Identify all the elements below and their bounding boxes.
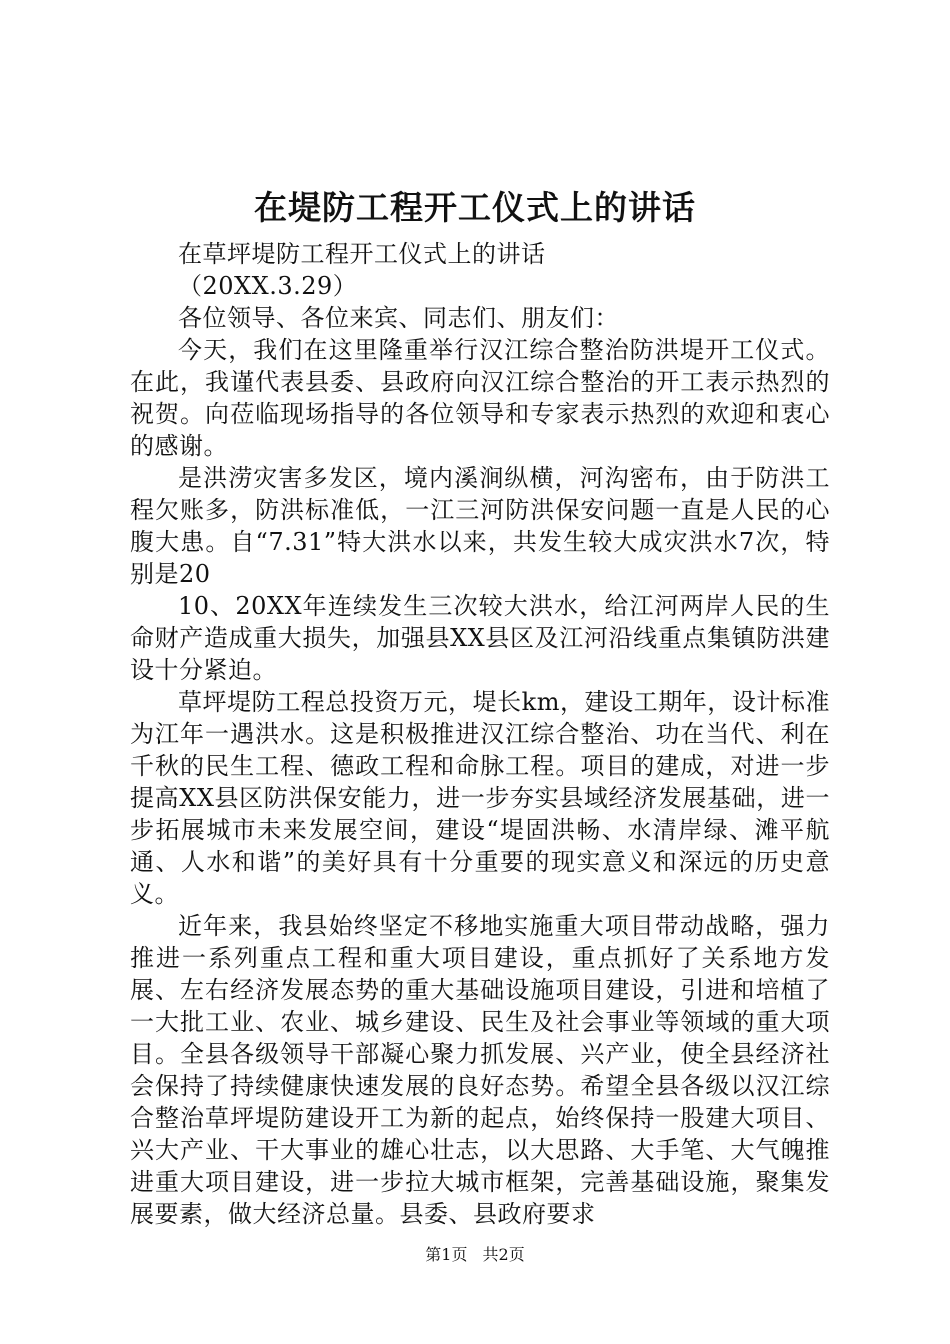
paragraph-salutation: 各位领导、各位来宾、同志们、朋友们：: [178, 304, 619, 332]
paragraph-text: 10、20XX年连续发生三次较大洪水，给江河两岸人民的生命财产造成重大损失，加强县XX县区及江河沿线重点集镇防洪建设十分紧迫。: [130, 592, 830, 684]
paragraph-subtitle: 在草坪堤防工程开工仪式上的讲话: [178, 240, 546, 268]
page-number: 第1页: [425, 1245, 468, 1264]
paragraph-text: 近年来，我县始终坚定不移地实施重大项目带动战略，强力推进一系列重点工程和重大项目建设，重点抓好了关系地方发展、左右经济发展态势的重大基础设施项目建设，引进和培植了一大批工业、农业、城乡建设、民生及社会事业等领域的重大项目。全县各级领导干部凝心聚力抓发展、兴产业，使全县经济社会保持了持续健康快速发展的良好态势。希望全县各级以汉江综合整治草坪堤防建设开工为新的起点，始终保持一股建大项目、兴大产业、干大事业的雄心壮志，以大思路、大手笔、大气魄推进重大项目建设，进一步拉大城市框架，完善基础设施，聚集发展要素，做大经济总量。县委、县政府要求: [130, 912, 830, 1228]
document-title: 在堤防工程开工仪式上的讲话: [254, 188, 696, 227]
paragraph-text: 今天，我们在这里隆重举行汉江综合整治防洪堤开工仪式。在此，我谨代表县委、县政府向汉江综合整治的开工表示热烈的祝贺。向莅临现场指导的各位领导和专家表示热烈的欢迎和衷心的感谢。: [130, 336, 830, 460]
paragraph-date: （20XX.3.29）: [178, 272, 358, 300]
paragraph-text: 是洪涝灾害多发区，境内溪涧纵横，河沟密布，由于防洪工程欠账多，防洪标准低，一江三河防洪保安问题一直是人民的心腹大患。自“7.31”特大洪水以来，共发生较大成灾洪水7次，特别是20: [130, 464, 830, 588]
page-total: 共2页: [482, 1245, 525, 1264]
page-footer: [0, 1244, 950, 1266]
paragraph-text: 草坪堤防工程总投资万元，堤长km，建设工期年，设计标准为江年一遇洪水。这是积极推进汉江综合整治、功在当代、利在千秋的民生工程、德政工程和命脉工程。项目的建成，对进一步提高XX县区防洪保安能力，进一步夯实县域经济发展基础，进一步拓展城市未来发展空间，建设“堤固洪畅、水清岸绿、滩平航通、人水和谐”的美好具有十分重要的现实意义和深远的历史意义。: [130, 688, 830, 908]
document-body: [130, 238, 830, 1230]
